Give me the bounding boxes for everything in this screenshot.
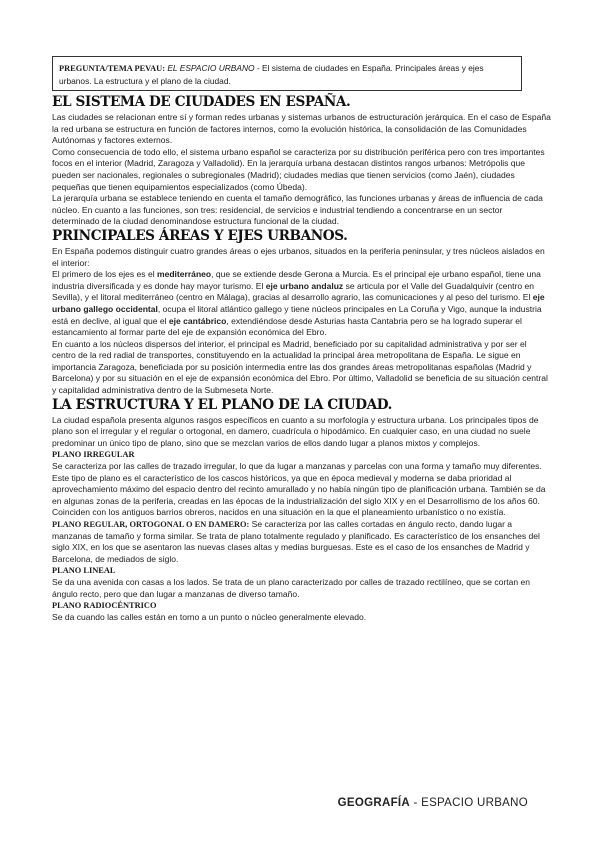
section-title-sistema: EL SISTEMA DE CIUDADES EN ESPAÑA. — [52, 94, 351, 110]
footer-subject: GEOGRAFÍA — [337, 797, 410, 809]
paragraph: En cuanto a los núcleos dispersos del interior, el principal es Madrid, beneficiado por su capitalidad administrativa y por ser el centro de la red radial de transportes, constituyendo en la actualidad la principal área metropolitana de España. Le sigue en importancia Zaragoza, beneficiada por su posición intermedia entre las dos grandes áreas metropolitanas españolas (Madrid y Barcelona) y por su situación en el eje de expansión económica del Ebro. Por último, Valladolid se beneficia de su situación central y capitalidad administrativa dentro de la Submeseta Norte. — [52, 338, 548, 396]
section-title-estructura: LA ESTRUCTURA Y EL PLANO DE LA CIUDAD. — [52, 396, 392, 413]
term-eje-gallego: eje urbano gallego occidental — [52, 292, 545, 314]
paragraph: Se da cuando las calles están en torno a un punto o núcleo generalmente elevado. — [52, 611, 367, 622]
question-label: PREGUNTA/TEMA PEVAU: — [59, 64, 166, 73]
paragraph-plano-regular: PLANO REGULAR, ORTOGONAL O EN DAMERO: Se caracteriza por las calles cortadas en ángulo recto, dando lugar a manzanas de tamaño y forma similar. Se trata de plano totalmente regulado y planificado. Es característico de los ensanches del siglo XIX, en los que se asentaron las nuevas clases altas y medias burguesas. Este es el caso de los ensanches de Madrid y Barcelona, de mediados de siglo. — [52, 519, 540, 564]
paragraph: En España podemos distinguir cuatro grandes áreas o ejes urbanos, situados en la periferia peninsular, y tres núcleos aislados en el interior: — [52, 245, 545, 268]
paragraph: La ciudad española presenta algunos rasgos específicos en cuanto a su morfología y estructura urbana. Los principales tipos de plano son el irregular y el regular o ortogonal, en damero, cuadrícula o hipodámico. En cualquier caso, en una ciudad no suele predominar un único tipo de plano, sino que se mezclan varios de ellos dando lugar a planos mixtos y complejos. — [52, 414, 539, 448]
question-topic: EL ESPACIO URBANO — [167, 63, 255, 73]
subheading-plano-radiocentrico: PLANO RADIOCÉNTRICO — [52, 601, 157, 611]
paragraph: La jerarquía urbana se establece teniendo en cuenta el tamaño demográfico, las funciones urbanas y áreas de influencia de cada núcleo. En cuanto a las funciones, son tres: residencial, de servicios e industrial tendiendo a concentrarse en un sector determinado de la ciudad denominandose estructura funcional de la ciudad. — [52, 193, 543, 227]
subheading-plano-irregular: PLANO IRREGULAR — [52, 450, 135, 460]
footer-topic: - ESPACIO URBANO — [410, 797, 528, 809]
exam-question-box — [52, 56, 522, 91]
term-eje-andaluz: eje urbano andaluz — [265, 280, 344, 291]
paragraph: Como consecuencia de todo ello, el sistema urbano español se caracteriza por su distribución periférica pero con tres importantes focos en el interior (Madrid, Zaragoza y Valladolid). En la jerarquía urbana destacan distintos rangos urbanos: Metrópolis que pueden ser nacionales, regionales o subregionales (Madrid); ciudades medias que tienen servicios (como Jaén), ciudades pequeñas que tienen equipamientos especializados (como Úbeda). — [52, 146, 545, 192]
subheading-plano-lineal: PLANO LINEAL — [52, 566, 116, 576]
term-eje-cantabrico: eje cantábrico — [168, 315, 227, 326]
subheading-plano-regular: PLANO REGULAR, ORTOGONAL O EN DAMERO: — [52, 520, 250, 529]
question-text: - El sistema de ciudades en España. Principales áreas y ejes urbanos. La estructura y el plano de la ciudad. — [59, 63, 484, 86]
section-title-areas: PRINCIPALES ÁREAS Y EJES URBANOS. — [52, 227, 348, 244]
page-footer — [338, 797, 528, 809]
paragraph: Se caracteriza por las calles de trazado irregular, lo que da lugar a manzanas y parcelas con una forma y tamaño muy diferentes. Este tipo de plano es el característico de los cascos históricos, ya que en época medieval y moderna se daba prioridad al aprovechamiento máximo del espacio dentro del recinto amurallado y no había ningún tipo de planificación urbana. También se da en algunas zonas de la periferia, creadas en las épocas de la industrialización del siglo XIX y en el Desarrollismo de los años 60. Coinciden con los antiguos barrios obreros, nacidos en una situación en la que el planeamiento urbanístico o no existía. — [52, 461, 546, 518]
term-mediterraneo: mediterráneo — [156, 269, 212, 280]
paragraph-ejes: El primero de los ejes es el mediterráneo, que se extiende desde Gerona a Murcia. Es el principal eje urbano español, tiene una industria diversificada y es donde hay mayor turismo. El eje urbano andaluz se articula por el Valle del Guadalquivir (centro en Sevilla), y el litoral mediterráneo (centro en Málaga), gracias al desarrollo agrario, las comunicaciones y al peso del turismo. El eje urbano gallego occidental, ocupa el litoral atlántico gallego y tiene núcleos principales en La Coruña y Vigo, aunque la industria está en declive, al igual que el eje cantábrico, extendiéndose desde Asturias hasta Cantabria pero se ha logrado superar el estancamiento al formar parte del eje de expansión económica del Ebro. — [52, 269, 545, 338]
paragraph: Las ciudades se relacionan entre sí y forman redes urbanas y sistemas urbanos de estructuración jerárquica. En el caso de España la red urbana se estructura en función de factores internos, como la evolución histórica, la consolidación de las Comunidades Autónomas y factores externos. — [52, 112, 551, 146]
document-body — [52, 94, 552, 623]
paragraph: Se da una avenida con casas a los lados. Se trata de un plano caracterizado por calles de trazado rectilíneo, que se cortan en ángulo recto, pero que dan lugar a manzanas de diverso tamaño. — [52, 576, 530, 599]
